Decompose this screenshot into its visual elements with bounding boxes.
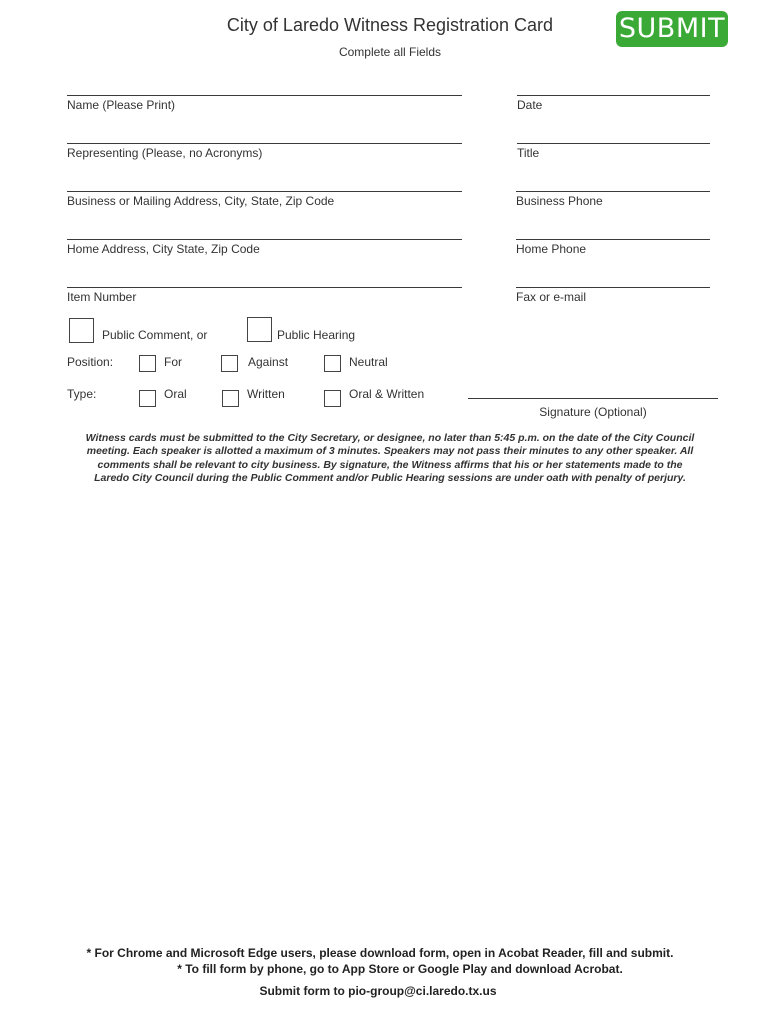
form-subtitle: Complete all Fields: [338, 45, 442, 59]
type-oral-written-label: Oral & Written: [349, 387, 425, 401]
position-for-checkbox[interactable]: [139, 355, 156, 372]
submit-button[interactable]: SUBMIT: [616, 11, 728, 47]
home-address-field[interactable]: [67, 239, 462, 240]
public-comment-label: Public Comment, or: [102, 328, 208, 342]
position-against-checkbox[interactable]: [221, 355, 238, 372]
representing-field[interactable]: [67, 143, 462, 144]
form-title: City of Laredo Witness Registration Card: [226, 15, 554, 35]
type-oral-checkbox[interactable]: [139, 390, 156, 407]
business-phone-label: Business Phone: [516, 194, 603, 208]
position-neutral-label: Neutral: [349, 355, 388, 369]
public-comment-checkbox[interactable]: [69, 318, 94, 343]
public-hearing-checkbox[interactable]: [247, 317, 272, 342]
representing-label: Representing (Please, no Acronyms): [67, 146, 263, 160]
public-hearing-label: Public Hearing: [277, 328, 356, 342]
footer-browser-note: * For Chrome and Microsoft Edge users, please download form, open in Acobat Reader, fill and submit.: [86, 946, 674, 960]
title-label: Title: [517, 146, 540, 160]
item-number-label: Item Number: [67, 290, 137, 304]
date-label: Date: [517, 98, 543, 112]
type-label: Type:: [67, 387, 97, 401]
position-for-label: For: [164, 355, 182, 369]
position-label: Position:: [67, 355, 114, 369]
business-phone-field[interactable]: [516, 191, 710, 192]
position-against-label: Against: [248, 355, 289, 369]
footer-submit-email: Submit form to pio-group@ci.laredo.tx.us: [259, 984, 497, 998]
name-field[interactable]: [67, 95, 462, 96]
business-address-field[interactable]: [67, 191, 462, 192]
signature-field[interactable]: [468, 398, 718, 399]
title-field[interactable]: [517, 143, 710, 144]
type-oral-label: Oral: [164, 387, 187, 401]
home-phone-label: Home Phone: [516, 242, 587, 256]
type-written-checkbox[interactable]: [222, 390, 239, 407]
position-neutral-checkbox[interactable]: [324, 355, 341, 372]
fax-email-field[interactable]: [516, 287, 710, 288]
type-oral-written-checkbox[interactable]: [324, 390, 341, 407]
home-phone-field[interactable]: [516, 239, 710, 240]
home-address-label: Home Address, City State, Zip Code: [67, 242, 260, 256]
fax-email-label: Fax or e-mail: [516, 290, 587, 304]
item-number-field[interactable]: [67, 287, 462, 288]
signature-label: Signature (Optional): [539, 405, 647, 419]
notice-text: Witness cards must be submitted to the City Secretary, or designee, no later than 5:45 p.m. on the date of the City Council meeting. Each speaker is allotted a maximum of 3 minutes. Speakers may not pass their minutes to any other speaker. All comments shall be relevant to city business. By signature, the Witness affirms that his or her statements made to the Laredo City Council during the Public Comment and/or Public Hearing sessions are under oath with penalty of perjury.: [85, 432, 695, 485]
name-label: Name (Please Print): [67, 98, 176, 112]
footer-phone-note: * To fill form by phone, go to App Store or Google Play and download Acrobat.: [177, 962, 623, 976]
type-written-label: Written: [247, 387, 285, 401]
date-field[interactable]: [517, 95, 710, 96]
business-address-label: Business or Mailing Address, City, State, Zip Code: [67, 194, 335, 208]
